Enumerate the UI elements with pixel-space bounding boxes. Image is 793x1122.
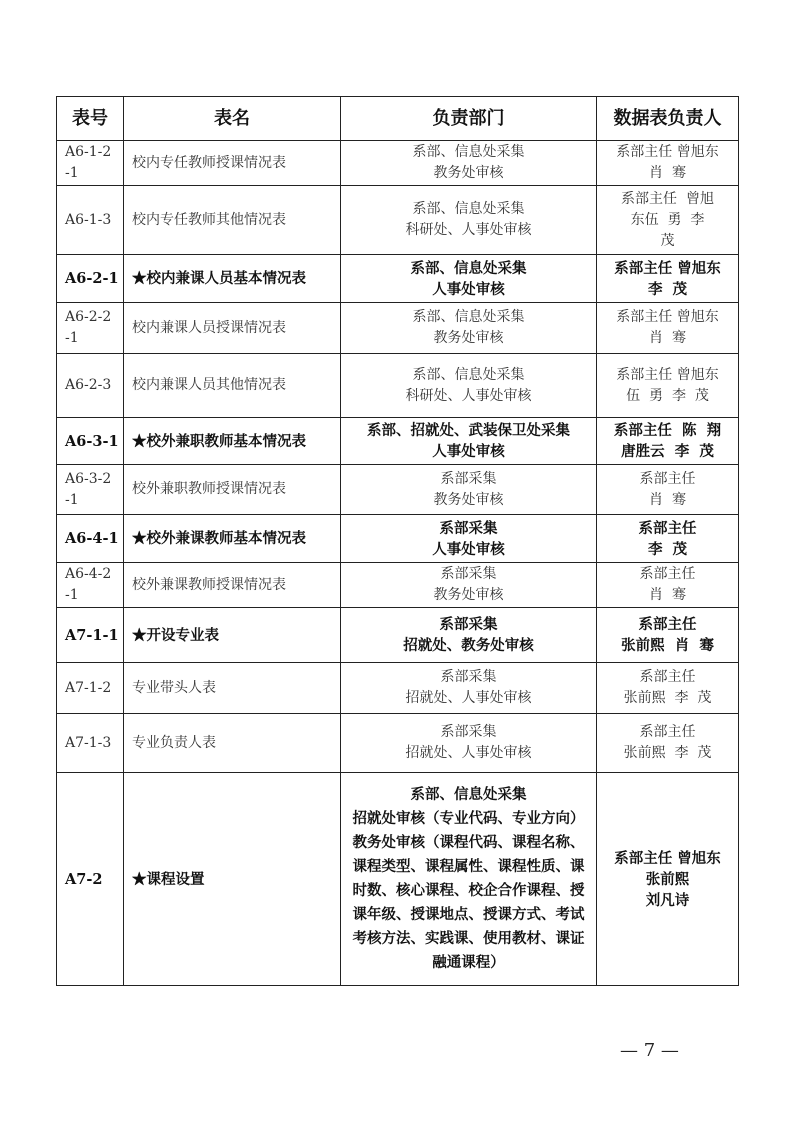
table-name-cell: 专业带头人表: [124, 663, 341, 714]
header-name: 表名: [124, 97, 341, 141]
table-owner-cell-line: 系部主任: [638, 519, 697, 537]
table-code-cell: [57, 563, 124, 608]
table-code-cell: [57, 303, 124, 354]
table-owner-cell-line: 肖 骞: [649, 491, 686, 508]
table-row: [57, 773, 739, 986]
table-owner-cell-line: 东伍 勇 李: [630, 211, 705, 228]
table-code-cell-line: A6-1-2: [65, 144, 112, 160]
table-owner-cell-line: 伍 勇 李 茂: [626, 387, 709, 404]
table-dept-cell-line: 招就处、教务处审核: [403, 637, 534, 654]
table-dept-cell-line: 人事处审核: [432, 540, 505, 558]
table-name-cell: 校外兼职教师授课情况表: [124, 465, 341, 515]
table-dept-cell-line: 人事处审核: [432, 443, 505, 460]
table-owner-cell: [597, 418, 739, 465]
table-row: [57, 465, 739, 515]
table-row: [57, 608, 739, 663]
table-dept-cell: [341, 303, 597, 354]
table-dept-cell-line: 系部、信息处采集: [410, 259, 527, 277]
table-code-cell-line: -1: [65, 165, 79, 181]
table-owner-cell: [597, 515, 739, 563]
table-code-cell-line: -1: [65, 491, 79, 508]
table-code-cell: [57, 255, 124, 303]
table-name-cell: ★校内兼课人员基本情况表: [124, 255, 341, 303]
table-owner-cell: [597, 255, 739, 303]
table-dept-cell: [341, 465, 597, 515]
table-name-cell: ★校外兼课教师基本情况表: [124, 515, 341, 563]
table-dept-cell-line: 系部、信息处采集: [412, 201, 525, 217]
table-dept-cell-line: 教务处审核: [433, 330, 504, 346]
table-code-cell-line: A6-2-3: [65, 377, 112, 393]
table-dept-cell-line: 系部、信息处采集: [412, 309, 525, 325]
table-code-cell: [57, 354, 124, 418]
table-dept-cell-line: 系部采集: [440, 669, 497, 685]
responsibility-table: [56, 96, 739, 986]
table-dept-cell-line: 系部、信息处采集: [410, 786, 527, 803]
table-code-cell: [57, 186, 124, 255]
table-code-cell: [57, 608, 124, 663]
table-code-cell: [57, 773, 124, 986]
header-owner: 数据表负责人: [597, 97, 739, 141]
header-code: 表号: [57, 97, 124, 141]
table-owner-cell-line: 李 茂: [647, 540, 688, 558]
table-code-cell-line: A7-2: [65, 870, 103, 888]
table-owner-cell: [597, 465, 739, 515]
table-dept-cell-line: 招就处、人事处审核: [405, 690, 532, 706]
table-dept-cell: [341, 354, 597, 418]
table-owner-cell-line: 肖 骞: [649, 330, 686, 346]
table-name-cell: 专业负责人表: [124, 714, 341, 773]
table-owner-cell-line: 肖 骞: [649, 165, 686, 181]
table-dept-cell: [341, 141, 597, 186]
table-code-cell-line: A6-4-2: [65, 566, 112, 582]
table-dept-cell-line: 科研处、人事处审核: [405, 222, 532, 238]
table-code-cell-line: A6-2-1: [65, 270, 119, 287]
table-name-cell: ★校外兼职教师基本情况表: [124, 418, 341, 465]
table-body: [57, 141, 739, 986]
table-dept-cell-line: 系部、信息处采集: [412, 144, 525, 160]
table-row: [57, 714, 739, 773]
table-row: [57, 354, 739, 418]
table-owner-cell: [597, 608, 739, 663]
table-owner-cell: [597, 186, 739, 255]
table-dept-cell: [341, 714, 597, 773]
table-code-cell: [57, 141, 124, 186]
table-dept-cell: [341, 255, 597, 303]
table-code-cell-line: -1: [65, 587, 79, 603]
table-name-cell: ★开设专业表: [124, 608, 341, 663]
table-dept-cell-line: 系部采集: [439, 519, 498, 537]
table-dept-cell-line: 科研处、人事处审核: [405, 387, 532, 404]
table-code-cell: [57, 714, 124, 773]
table-owner-cell-line: 系部主任 曾旭东: [616, 366, 719, 383]
table-owner-cell-line: 李 茂: [647, 280, 688, 298]
table-owner-cell-line: 系部主任 曾旭东: [614, 259, 721, 277]
table-owner-cell-line: 系部主任 曾旭东: [616, 309, 719, 325]
table-name-cell: 校内兼课人员授课情况表: [124, 303, 341, 354]
table-dept-cell-line: 教务处审核: [433, 587, 504, 603]
table-code-cell-line: A7-1-2: [65, 679, 112, 696]
table-dept-cell-line: 人事处审核: [432, 280, 505, 298]
table-owner-cell-line: 系部主任: [639, 724, 696, 740]
table-owner-cell: [597, 141, 739, 186]
table-owner-cell-line: 系部主任 曾旭东: [614, 849, 721, 867]
table-owner-cell-line: 张前熙 肖 骞: [621, 637, 714, 654]
table-row: [57, 663, 739, 714]
table-owner-cell-line: 张前熙 李 茂: [623, 745, 712, 761]
table-code-cell-line: A6-4-1: [65, 530, 119, 547]
table-code-cell-line: A6-2-2: [65, 309, 112, 325]
table-code-cell-line: A7-1-3: [65, 734, 112, 751]
table-owner-cell-line: 肖 骞: [649, 587, 686, 603]
table-dept-cell: [341, 515, 597, 563]
table-name-cell: 校外兼课教师授课情况表: [124, 563, 341, 608]
table-dept-cell-line: 系部、信息处采集: [412, 366, 525, 383]
table-row: [57, 515, 739, 563]
table-dept-cell-line: 招就处、人事处审核: [405, 745, 532, 761]
table-row: [57, 303, 739, 354]
header-dept: 负责部门: [341, 97, 597, 141]
table-owner-cell: [597, 354, 739, 418]
table-owner-cell-line: 系部主任 陈 翔: [613, 422, 722, 439]
table-row: [57, 255, 739, 303]
table-owner-cell-line: 系部主任: [638, 616, 697, 633]
table-code-cell: [57, 515, 124, 563]
table-owner-cell: [597, 563, 739, 608]
table-dept-cell-line: 系部采集: [439, 616, 498, 633]
table-code-cell-line: A6-3-1: [65, 432, 119, 450]
table-code-cell: [57, 663, 124, 714]
table-name-cell: 校内专任教师其他情况表: [124, 186, 341, 255]
table-name-cell: 校内兼课人员其他情况表: [124, 354, 341, 418]
table-row: [57, 563, 739, 608]
table-dept-cell-line: 招就处审核（专业代码、专业方向）: [352, 810, 585, 827]
table-name-cell: 校内专任教师授课情况表: [124, 141, 341, 186]
table-code-cell-line: -1: [65, 330, 79, 346]
table-code-cell: [57, 465, 124, 515]
table-owner-cell-line: 系部主任 曾旭东: [616, 144, 719, 160]
table-code-cell-line: A6-3-2: [65, 470, 112, 487]
table-owner-cell-line: 系部主任: [639, 470, 696, 487]
table-dept-cell-line: 系部采集: [440, 724, 497, 740]
table-owner-cell-line: 系部主任: [639, 566, 696, 582]
table-dept-cell: [341, 663, 597, 714]
table-row: [57, 186, 739, 255]
table-row: [57, 418, 739, 465]
table-code-cell-line: A6-1-3: [65, 211, 112, 228]
table-dept-cell-line: 系部、招就处、武装保卫处采集: [367, 422, 570, 439]
table-owner-cell-line: 刘凡诗: [645, 891, 690, 909]
table-owner-cell-line: 系部主任 曾旭: [621, 190, 714, 207]
table-owner-cell: [597, 303, 739, 354]
table-owner-cell-line: 茂: [660, 232, 675, 249]
table-dept-cell-line: 系部采集: [440, 566, 497, 582]
table-code-cell-line: A7-1-1: [65, 626, 119, 644]
table-code-cell: [57, 418, 124, 465]
table-owner-cell: [597, 714, 739, 773]
table-owner-cell-line: 张前熙: [645, 870, 690, 888]
table-dept-cell: [341, 608, 597, 663]
table-dept-cell: [341, 563, 597, 608]
page-number: — 7 —: [620, 1040, 679, 1061]
table-dept-cell: [341, 773, 597, 986]
table-owner-cell-line: 系部主任: [639, 669, 696, 685]
table-dept-cell-line: 系部采集: [440, 470, 497, 487]
table-owner-cell-line: 唐胜云 李 茂: [621, 443, 714, 460]
table-dept-cell-line: 教务处审核（课程代码、课程名称、课程类型、课程属性、课程性质、课时数、核心课程、校企合作课程、授课年级、授课地点、授课方式、考试考核方法、实践课、使用教材、课证融通课程）: [352, 834, 585, 971]
table-owner-cell-line: 张前熙 李 茂: [623, 690, 712, 706]
table-name-cell: ★课程设置: [124, 773, 341, 986]
table-dept-cell-line: 教务处审核: [433, 491, 504, 508]
table-dept-cell: [341, 418, 597, 465]
table-dept-cell-line: 教务处审核: [433, 165, 504, 181]
header-row: [57, 97, 739, 141]
table-owner-cell: [597, 773, 739, 986]
table-row: [57, 141, 739, 186]
table-dept-cell: [341, 186, 597, 255]
table-owner-cell: [597, 663, 739, 714]
